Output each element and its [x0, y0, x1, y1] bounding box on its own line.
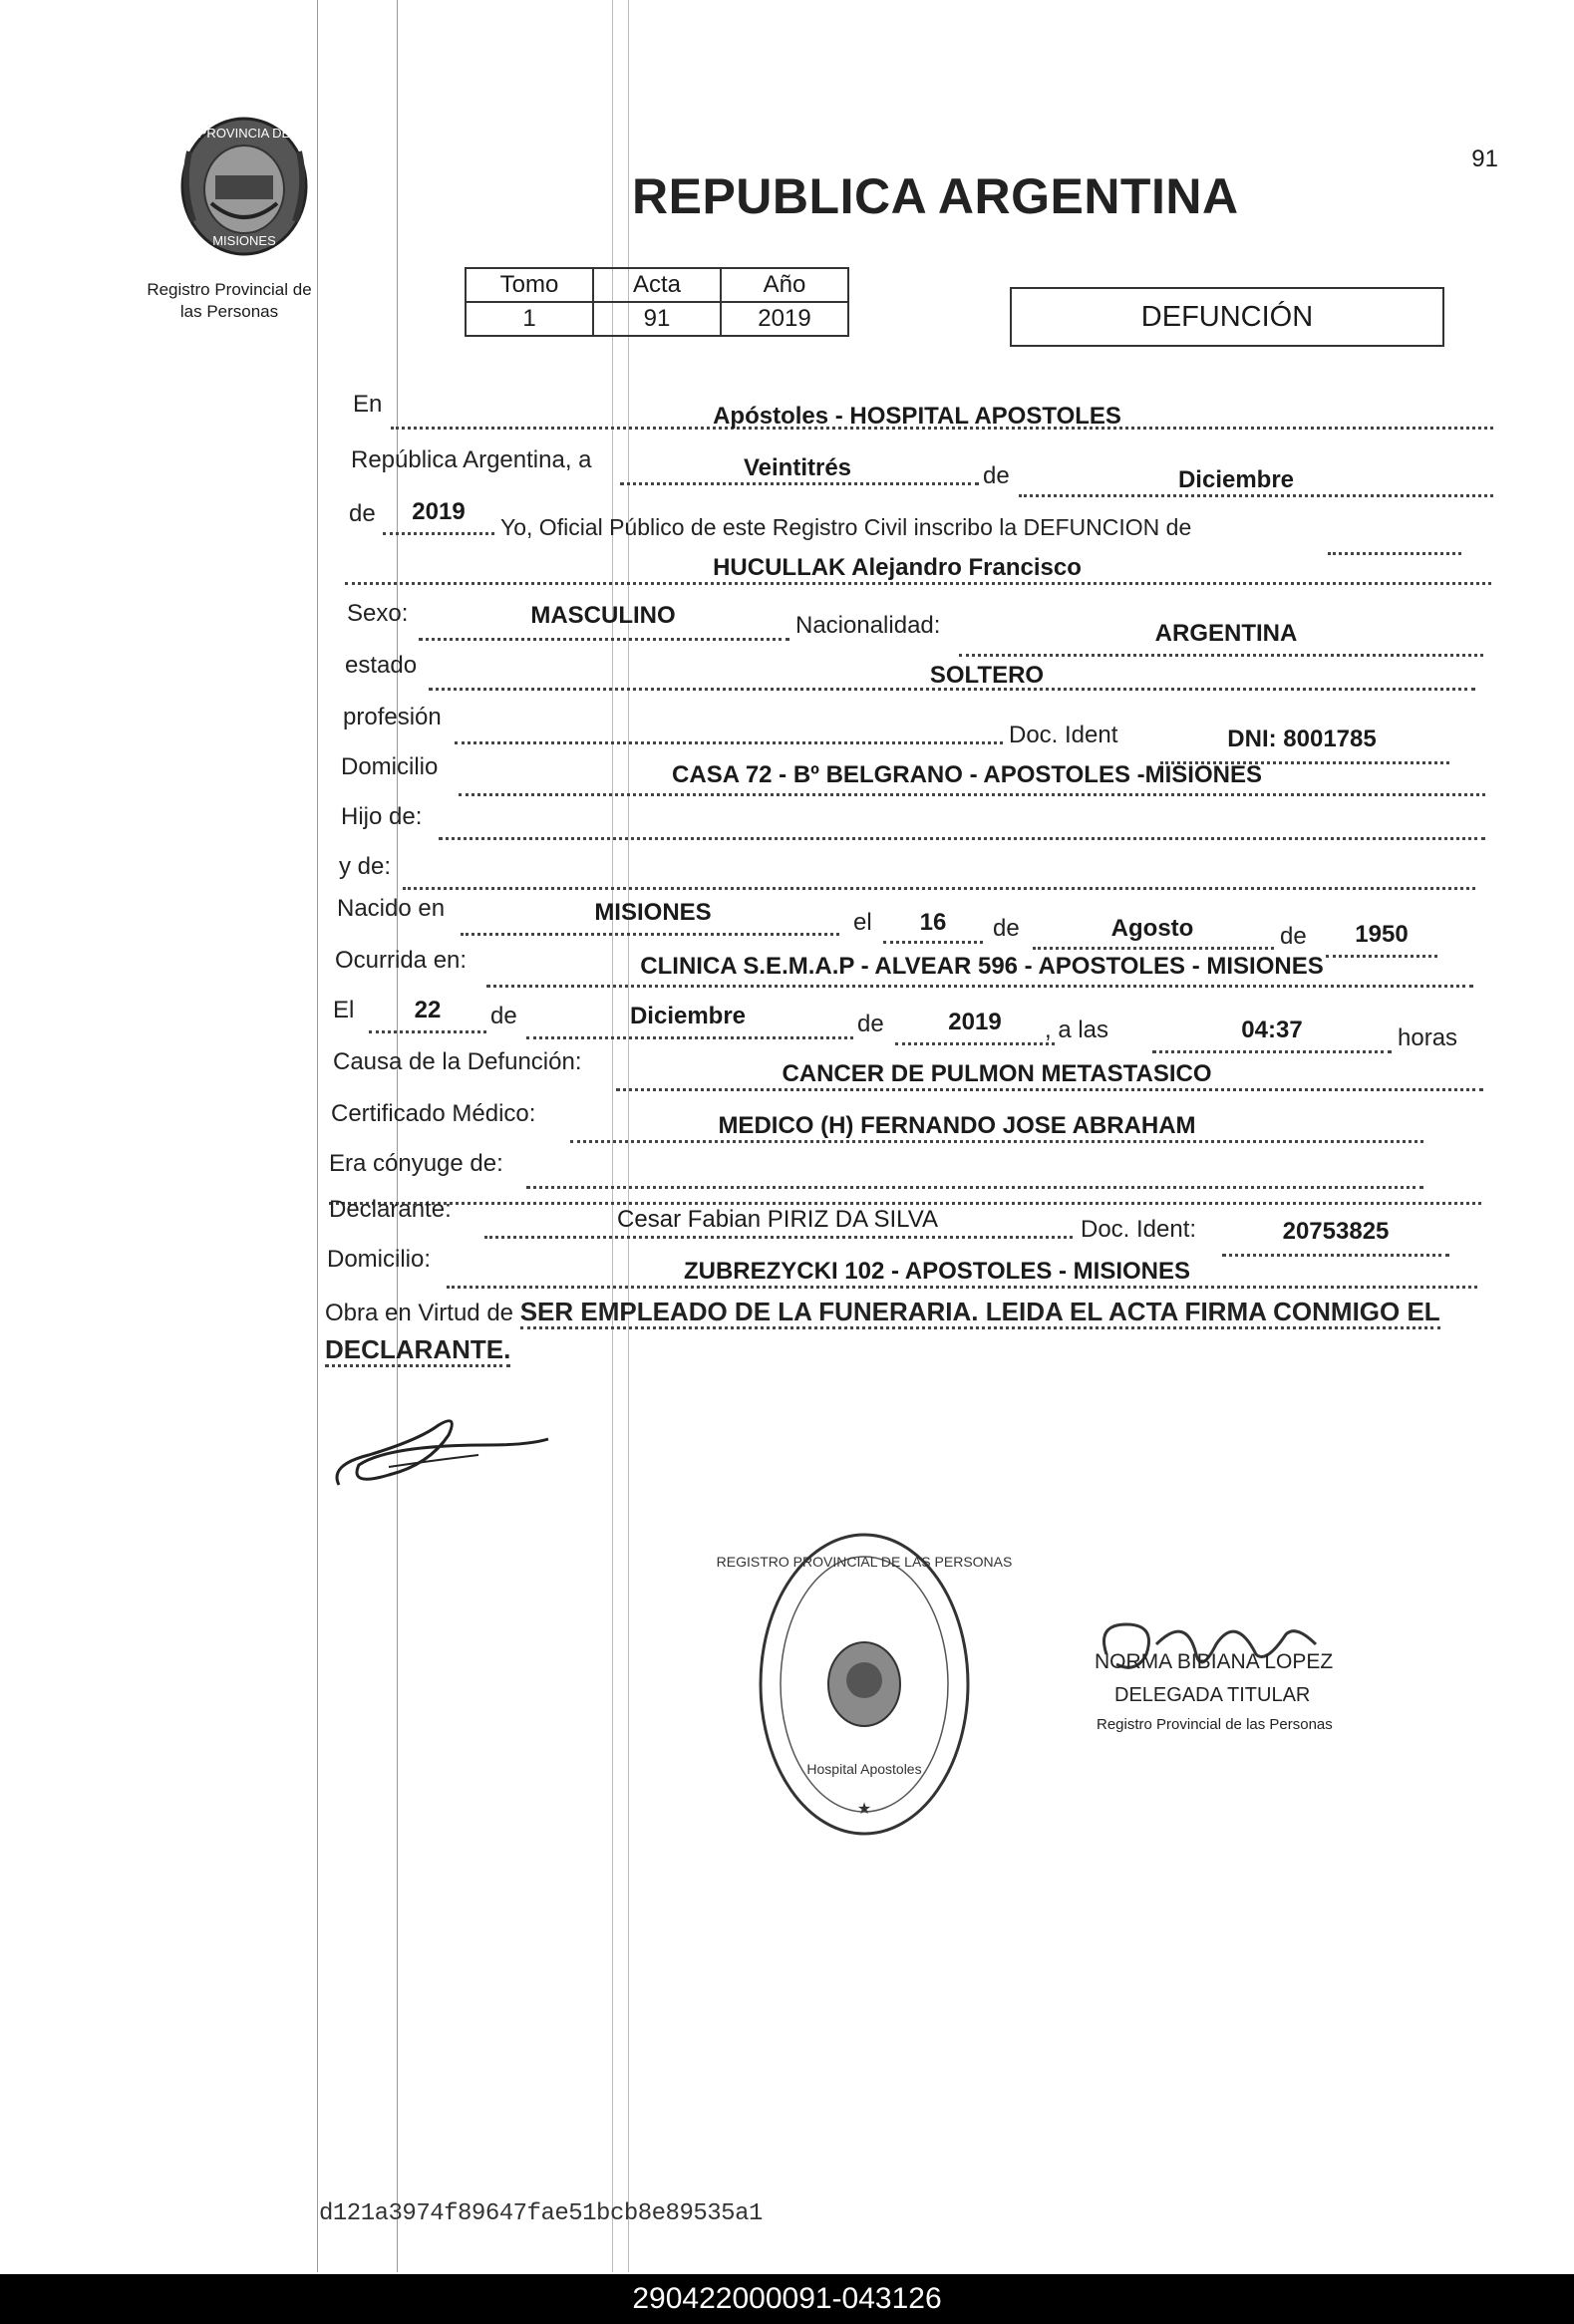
- el-label: el: [853, 909, 872, 936]
- sexo-label: Sexo:: [347, 600, 409, 627]
- estado-value: SOLTERO: [929, 662, 1045, 689]
- declarante-value: Cesar Fabian PIRIZ DA SILVA: [617, 1206, 938, 1233]
- certificado-value: MEDICO (H) FERNANDO JOSE ABRAHAM: [718, 1112, 1196, 1139]
- birth-day-value: 16: [919, 909, 947, 936]
- death-month-value: Diciembre: [629, 1003, 747, 1029]
- nacionalidad-value: ARGENTINA: [1154, 620, 1298, 647]
- official-registry: Registro Provincial de las Personas: [1097, 1716, 1333, 1733]
- deceased-name-value: HUCULLAK Alejandro Francisco: [713, 554, 1082, 581]
- doc-ident-value: DNI: 8001785: [1227, 726, 1377, 752]
- seal-location: Hospital Apostoles: [806, 1761, 922, 1777]
- certificado-label: Certificado Médico:: [331, 1100, 536, 1127]
- dotted-line: [459, 793, 1485, 796]
- table-header-tomo: Tomo: [466, 268, 593, 302]
- table-value-ano: 2019: [721, 302, 848, 336]
- dotted-line: [526, 1186, 1423, 1189]
- province-crest-icon: [171, 112, 317, 261]
- registry-line-2: las Personas: [179, 302, 279, 321]
- dotted-line: [439, 837, 1485, 840]
- dotted-line: [526, 1036, 853, 1039]
- nacionalidad-label: Nacionalidad:: [795, 612, 941, 639]
- scan-line: [612, 0, 613, 2272]
- dotted-line: [620, 482, 979, 485]
- dotted-line: [895, 1042, 1055, 1045]
- sexo-value: MASCULINO: [530, 602, 676, 629]
- doc-ident-label: Doc. Ident: [1009, 722, 1118, 748]
- conyuge-label: Era cónyuge de:: [329, 1150, 503, 1177]
- scan-line: [397, 0, 398, 2272]
- footer-code: 290422000091-043126: [0, 2274, 1574, 2324]
- de-label: de: [983, 462, 1010, 489]
- dotted-line: [369, 1030, 486, 1033]
- dotted-line: [1222, 1254, 1449, 1257]
- scan-line: [628, 0, 629, 2272]
- dotted-line: [616, 1088, 1483, 1091]
- month-value: Diciembre: [1177, 466, 1295, 493]
- crest-bottom-text: MISIONES: [212, 233, 276, 248]
- official-role: DELEGADA TITULAR: [1114, 1684, 1311, 1706]
- obra-label: Obra en Virtud de: [325, 1300, 514, 1326]
- domicilio-value: CASA 72 - Bº BELGRANO - APOSTOLES -MISIONES: [672, 761, 1262, 788]
- dotted-line: [959, 654, 1483, 657]
- y-de-label: y de:: [339, 853, 392, 880]
- table-value-tomo: 1: [466, 302, 593, 336]
- profesion-label: profesión: [343, 704, 442, 730]
- birth-month-value: Agosto: [1110, 915, 1194, 942]
- dotted-line: [484, 1236, 1073, 1239]
- death-time-value: 04:37: [1241, 1017, 1303, 1043]
- declarant-signature: [329, 1395, 558, 1505]
- seal-text: REGISTRO PROVINCIAL DE LAS PERSONAS: [716, 1554, 1013, 1570]
- dotted-line: [570, 1140, 1423, 1143]
- dotted-line: [1152, 1050, 1392, 1053]
- declarante-doc-value: 20753825: [1282, 1218, 1390, 1245]
- scan-line: [317, 0, 318, 2272]
- dotted-line: [447, 1286, 1477, 1289]
- dotted-line: [883, 941, 983, 944]
- crest-top-text: PROVINCIA DE: [197, 126, 291, 141]
- de-label-3: de: [993, 915, 1020, 942]
- official-seal-stamp: [716, 1525, 1013, 1844]
- year-value: 2019: [412, 498, 466, 525]
- horas-label: horas: [1398, 1024, 1458, 1051]
- page-number: 91: [1471, 145, 1498, 172]
- hijo-label: Hijo de:: [341, 803, 423, 830]
- place-value: Apóstoles - HOSPITAL APOSTOLES: [713, 403, 1121, 430]
- registry-table: [465, 267, 849, 337]
- dotted-line: [329, 1202, 1481, 1205]
- dotted-line: [455, 741, 1003, 744]
- table-value-acta: 91: [593, 302, 721, 336]
- table-header-acta: Acta: [593, 268, 721, 302]
- obra-en-virtud: [325, 1294, 1471, 1369]
- day-words-value: Veintitrés: [743, 454, 852, 481]
- de-label-2: de: [349, 500, 376, 527]
- registry-line-1: Registro Provincial de: [147, 280, 312, 299]
- record-type-box: DEFUNCIÓN: [1010, 287, 1444, 347]
- de-label-4: de: [1280, 923, 1307, 950]
- a-las-label: , a las: [1045, 1017, 1109, 1043]
- official-name: NORMA BIBIANA LOPEZ: [1095, 1650, 1334, 1673]
- registry-name: [110, 279, 349, 323]
- causa-value: CANCER DE PULMON METASTASICO: [782, 1060, 1212, 1087]
- dotted-line: [403, 887, 1475, 890]
- death-day-value: 22: [414, 997, 442, 1023]
- death-year-value: 2019: [948, 1009, 1002, 1035]
- de-label-6: de: [857, 1011, 884, 1037]
- declarante-domicilio-value: ZUBREZYCKI 102 - APOSTOLES - MISIONES: [683, 1258, 1191, 1285]
- obra-text: SER EMPLEADO DE LA FUNERARIA. LEIDA EL ACTA FIRMA CONMIGO EL DECLARANTE.: [325, 1297, 1440, 1367]
- intro-text: Yo, Oficial Público de este Registro Civil inscribo la DEFUNCION de: [500, 514, 1192, 540]
- svg-text:★: ★: [856, 1801, 872, 1818]
- dotted-line: [486, 985, 1473, 988]
- de-label-5: de: [490, 1003, 517, 1029]
- declarante-label: Declarante:: [329, 1196, 452, 1223]
- dotted-line: [1328, 552, 1461, 555]
- dotted-line: [345, 582, 1491, 585]
- page-title: REPUBLICA ARGENTINA: [632, 168, 1239, 224]
- table-header-ano: Año: [721, 268, 848, 302]
- republica-label: República Argentina, a: [351, 446, 592, 473]
- dotted-line: [461, 933, 839, 936]
- nacido-en-value: MISIONES: [594, 899, 712, 926]
- estado-label: estado: [345, 652, 418, 679]
- domicilio-label: Domicilio: [341, 753, 439, 780]
- document-hash: d121a3974f89647fae51bcb8e89535a1: [319, 2200, 763, 2227]
- el-label-2: El: [333, 997, 355, 1023]
- causa-label: Causa de la Defunción:: [333, 1048, 582, 1075]
- birth-year-value: 1950: [1355, 921, 1409, 948]
- ocurrida-label: Ocurrida en:: [335, 947, 468, 974]
- ocurrida-en-value: CLINICA S.E.M.A.P - ALVEAR 596 - APOSTOLES - MISIONES: [640, 953, 1324, 980]
- dotted-line: [1033, 947, 1274, 950]
- doc-ident-label-2: Doc. Ident:: [1081, 1216, 1197, 1243]
- en-label: En: [353, 391, 383, 418]
- dotted-line: [419, 638, 789, 641]
- dotted-line: [383, 532, 494, 535]
- dotted-line: [1019, 494, 1493, 497]
- domicilio-label-2: Domicilio:: [327, 1246, 432, 1273]
- nacido-label: Nacido en: [337, 895, 446, 922]
